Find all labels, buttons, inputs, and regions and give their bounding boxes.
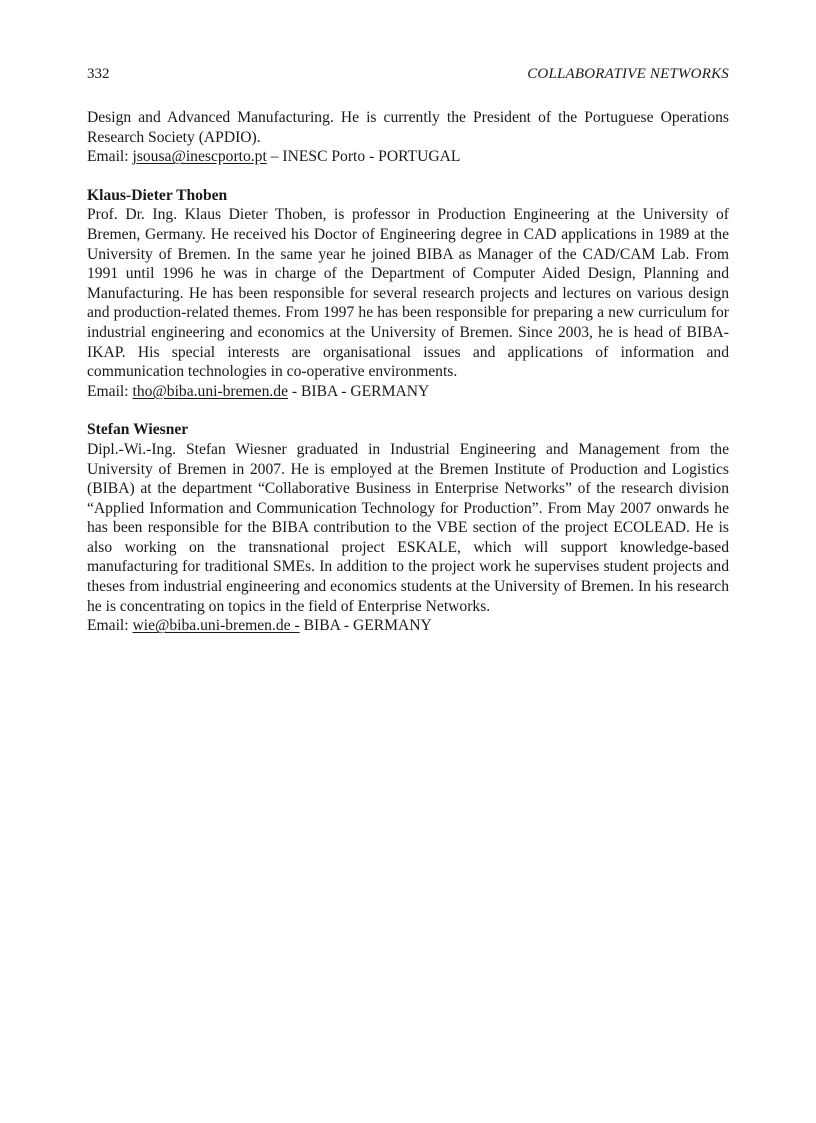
email-link[interactable]: tho@biba.uni-bremen.de — [132, 382, 289, 400]
email-line — [87, 616, 729, 636]
email-link[interactable]: wie@biba.uni-bremen.de - — [132, 617, 300, 635]
email-label: Email: — [87, 148, 133, 166]
document-page — [87, 64, 729, 655]
email-link[interactable]: jsousa@inescporto.pt — [132, 148, 267, 166]
email-label: Email: — [87, 382, 133, 400]
bio-name: Klaus-Dieter Thoben — [87, 186, 228, 204]
page-number: 332 — [87, 66, 110, 82]
email-label: Email: — [87, 617, 133, 635]
bio-name: Stefan Wiesner — [87, 421, 189, 439]
bio-text: Dipl.-Wi.-Ing. Stefan Wiesner graduated in Industrial Engineering and Management from the University of Bremen in 2007. He is employed at the Bremen Institute of Production and Logistics (BIBA) at the department “Collaborative Business in Enterprise Networks” of the research division “Applied Information and Communication Technology for Production”. From May 2007 onwards he has been responsible for the BIBA contribution to the VBE section of the project ECOLEAD. He is also working on the transnational project ESKALE, which will support knowledge-based manufacturing for traditional SMEs. In addition to the project work he supervises student projects and theses from industrial engineering and economics students at the University of Bremen. In his research he is concentrating on topics in the field of Enterprise Networks. — [87, 440, 729, 615]
bio-entry-wiesner — [87, 420, 729, 636]
email-line — [87, 147, 729, 167]
affiliation: - BIBA - GERMANY — [288, 382, 430, 400]
bio-text: Prof. Dr. Ing. Klaus Dieter Thoben, is professor in Production Engineering at the University of Bremen, Germany. He received his Doctor of Engineering degree in CAD applications in 1989 at the University of Bremen. In the same year he joined BIBA as Manager of the CAD/CAM Lab. From 1991 until 1996 he was in charge of the Department of Computer Aided Design, Planning and Manufacturing. He has been responsible for several research projects and lectures on various design and production-related themes. From 1997 he has been responsible for preparing a new curriculum for industrial engineering and economics at the University of Bremen. Since 2003, he is head of BIBA-IKAP. His special interests are organisational issues and applications of information and communication technologies in co-operative environments. — [87, 206, 729, 381]
email-line — [87, 382, 729, 402]
running-header — [87, 64, 729, 84]
bio-entry-thoben — [87, 186, 729, 402]
affiliation: – INESC Porto - PORTUGAL — [266, 148, 461, 166]
bio-text: Design and Advanced Manufacturing. He is currently the President of the Portuguese Operations Research Society (APDIO). — [87, 109, 729, 146]
running-title: COLLABORATIVE NETWORKS — [527, 66, 729, 82]
affiliation: BIBA - GERMANY — [299, 617, 432, 635]
bio-entry-sousa — [87, 108, 729, 167]
